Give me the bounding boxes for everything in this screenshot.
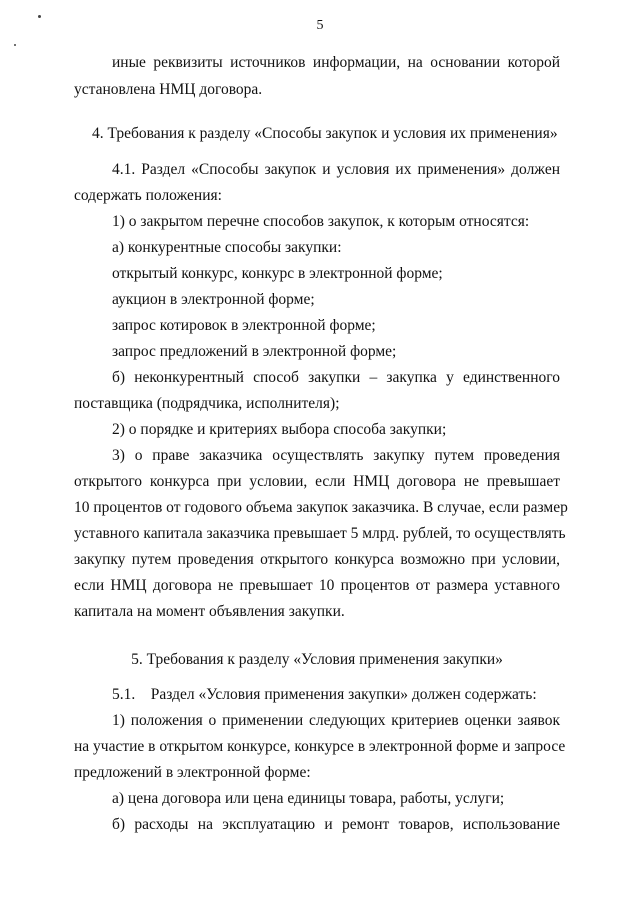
list-item: 2) о порядке и критериях выбора способа закупки; bbox=[112, 421, 447, 438]
paragraph-line: открытого конкурса при условии, если НМЦ договора не превышает bbox=[74, 473, 560, 490]
paragraph-line: б) расходы на эксплуатацию и ремонт товаров, использование bbox=[112, 816, 560, 833]
list-item: а) цена договора или цена единицы товара, работы, услуги; bbox=[112, 790, 505, 807]
paragraph-line: 5.1. Раздел «Условия применения закупки» должен содержать: bbox=[112, 686, 537, 703]
list-item: открытый конкурс, конкурс в электронной форме; bbox=[112, 265, 443, 282]
scan-speck bbox=[14, 44, 16, 46]
paragraph-line: 10 процентов от годового объема закупок заказчика. В случае, если размер bbox=[74, 499, 568, 516]
list-item: 1) о закрытом перечне способов закупок, к которым относятся: bbox=[112, 213, 530, 230]
list-item: запрос предложений в электронной форме; bbox=[112, 343, 397, 360]
paragraph-line: содержать положения: bbox=[74, 187, 222, 204]
list-item: аукцион в электронной форме; bbox=[112, 291, 315, 308]
paragraph-line: если НМЦ договора не превышает 10 процентов от размера уставного bbox=[74, 577, 560, 594]
paragraph-line: иные реквизиты источников информации, на основании которой bbox=[112, 54, 560, 71]
paragraph-line: уставного капитала заказчика превышает 5 млрд. рублей, то осуществлять bbox=[74, 525, 566, 542]
list-item: запрос котировок в электронной форме; bbox=[112, 317, 376, 334]
section-heading: 4. Требования к разделу «Способы закупок и условия их применения» bbox=[92, 125, 558, 142]
paragraph-line: 3) о праве заказчика осуществлять закупку путем проведения bbox=[112, 447, 560, 464]
paragraph-line: на участие в открытом конкурсе, конкурсе в электронной форме и запросе bbox=[74, 738, 566, 755]
paragraph-line: капитала на момент объявления закупки. bbox=[74, 603, 345, 620]
paragraph-line: предложений в электронной форме: bbox=[74, 764, 311, 781]
paragraph-line: поставщика (подрядчика, исполнителя); bbox=[74, 395, 340, 412]
paragraph-line: 4.1. Раздел «Способы закупок и условия их применения» должен bbox=[112, 161, 560, 178]
paragraph-line: установлена НМЦ договора. bbox=[74, 81, 263, 98]
page-number: 5 bbox=[316, 18, 324, 33]
paragraph-line: б) неконкурентный способ закупки – закупка у единственного bbox=[112, 369, 560, 386]
paragraph-line: 1) положения о применении следующих критериев оценки заявок bbox=[112, 712, 560, 729]
list-item: а) конкурентные способы закупки: bbox=[112, 239, 342, 256]
paragraph-line: закупку путем проведения открытого конкурса возможно при условии, bbox=[74, 551, 560, 568]
section-heading: 5. Требования к разделу «Условия применения закупки» bbox=[131, 651, 503, 668]
